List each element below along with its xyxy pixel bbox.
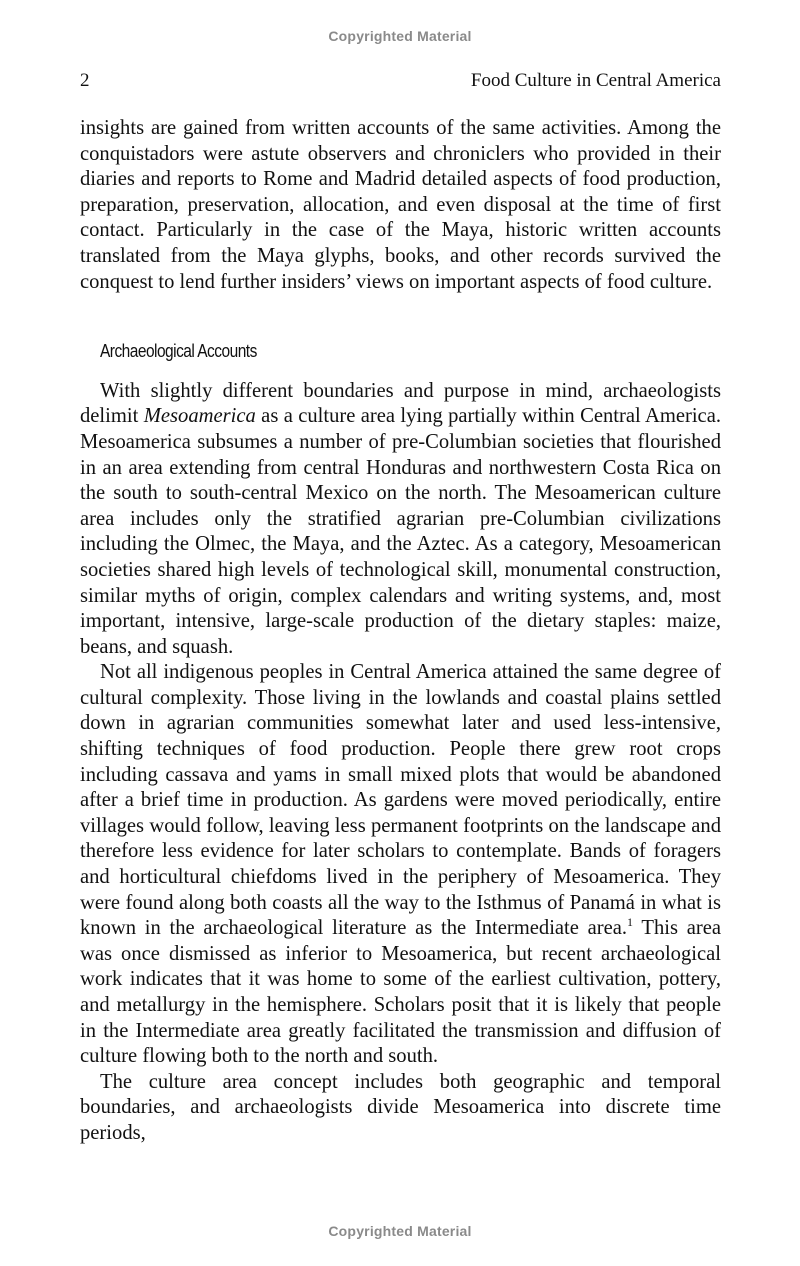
paragraph-text: With slightly different boundaries and purpose in mind, archaeologists delimit <box>80 379 721 428</box>
paragraph-text: as a culture area lying partially within Central America. Mesoamerica subsumes a number of pre-Columbian societies that flourished in an area extending from central Honduras and northwestern Costa Rica on the south to south-central Mexico on the north. The Mesoamerican culture area includes only the stratified agrarian pre-Columbian civilizations including the Olmec, the Maya, and the Aztec. As a category, Mesoamerican societies shared high levels of technological skill, monumental construction, similar myths of origin, complex calendars and writing systems, and, most important, intensive, large-scale production of the dietary staples: maize, beans, and squash. <box>80 405 721 658</box>
running-head <box>80 70 721 96</box>
paragraph-text: Not all indigenous peoples in Central America attained the same degree of cultural complexity. Those living in the lowlands and coastal plains settled down in agrarian communities somewhat later and used less-intensive, shifting techniques of food production. People there grew root crops including cassava and yams in small mixed plots that would be abandoned after a brief time in production. As gardens were moved periodically, entire villages would follow, leaving less permanent footprints on the landscape and therefore less evidence for later scholars to contemplate. Bands of foragers and horticultural chiefdoms lived in the periphery of Mesoamerica. They were found along both coasts all the way to the Isthmus of Panamá in what is known in the archaeological literature as the Intermediate area. <box>80 661 721 940</box>
section-heading-wrapper <box>80 295 721 379</box>
copyright-watermark-top: Copyrighted Material <box>328 28 472 44</box>
section-heading: Archaeological Accounts <box>100 341 257 362</box>
italic-term: Mesoamerica <box>143 405 256 428</box>
page-body <box>80 116 721 1147</box>
page-number: 2 <box>80 70 90 91</box>
paragraph-culture-area: The culture area concept includes both geographic and temporal boundaries, and archaeologists divide Mesoamerica into discrete time periods, <box>80 1070 721 1144</box>
paragraph-mesoamerica <box>80 379 721 661</box>
running-title: Food Culture in Central America <box>470 70 721 91</box>
copyright-watermark-bottom: Copyrighted Material <box>328 1223 472 1239</box>
paragraph-text: This area was once dismissed as inferior to Mesoamerica, but recent archaeological work indicates that it was home to some of the earliest cultivation, pottery, and metallurgy in the hemisphere. Scholars posit that it is likely that people in the Intermediate area greatly facilitated the transmission and diffusion of culture flowing both to the north and south. <box>80 917 721 1068</box>
paragraph-indigenous-peoples <box>80 660 721 1070</box>
paragraph-continued: insights are gained from written accounts of the same activities. Among the conquistadors were astute observers and chroniclers who provided in their diaries and reports to Rome and Madrid detailed aspects of food production, preparation, preservation, allocation, and even disposal at the time of first contact. Particularly in the case of the Maya, historic written accounts translated from the Maya glyphs, books, and other records survived the conquest to lend further insiders’ views on important aspects of food culture. <box>80 117 721 293</box>
footnote-reference[interactable]: 1 <box>627 915 634 930</box>
